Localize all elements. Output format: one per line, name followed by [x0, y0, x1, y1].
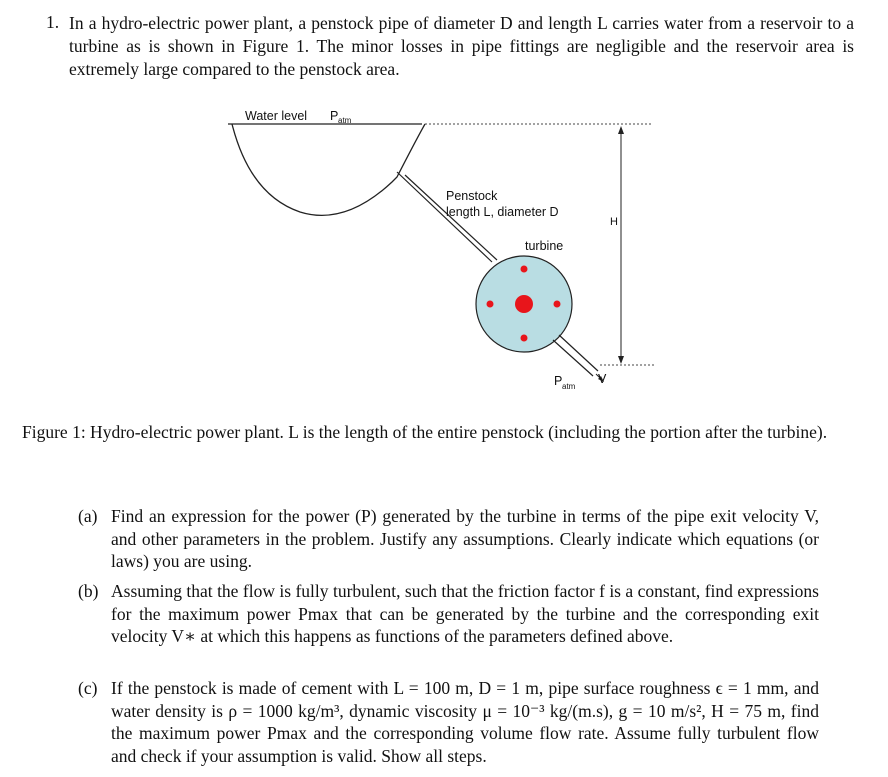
penstock-label-line1: Penstock [446, 189, 498, 203]
reservoir-basin [232, 124, 425, 215]
part-b-text: Assuming that the flow is fully turbulent, such that the friction factor f is a constant, find expressions for the maximum power Pmax that can be generated by the turbine and the corresponding exit velocity V∗ at which this happens as functions of the parameters defined above. [111, 581, 819, 646]
velocity-label: V [598, 372, 607, 386]
part-a-label: (a) [78, 506, 98, 526]
figure-caption: Figure 1: Hydro-electric power plant. L is the length of the entire penstock (including the portion after the turbine). [22, 422, 828, 442]
penstock-lower-wall-2 [559, 335, 598, 371]
part-c-label: (c) [78, 678, 98, 698]
water-level-label: Water level [245, 109, 308, 123]
turbine-dot-right [554, 301, 561, 308]
turbine-center-dot [515, 295, 533, 313]
turbine-dot-left [487, 301, 494, 308]
turbine-label: turbine [525, 239, 564, 253]
part-c-text: If the penstock is made of cement with L = 100 m, D = 1 m, pipe surface roughness ϵ = 1 mm, and water density is ρ = 1000 kg/m³, dynamic viscosity μ = 10⁻³ kg/(m.s), g = 10 m/s², H = 75 m, find the maximum power Pmax and the corresponding volume flow rate. Assume fully turbulent flow and check if your assumption is valid. Show all steps. [111, 678, 819, 766]
patm-bottom-label: P [554, 374, 563, 388]
turbine-dot-top [521, 266, 528, 273]
part-b-label: (b) [78, 581, 99, 601]
penstock-label-line2: length L, diameter D [446, 205, 559, 219]
question-number: 1. [46, 12, 60, 32]
height-arrow-top [618, 126, 624, 134]
height-arrow-bottom [618, 356, 624, 364]
height-label: H [610, 216, 618, 228]
question-intro: In a hydro-electric power plant, a penstock pipe of diameter D and length L carries water from a reservoir to a turbine as is shown in Figure 1. The minor losses in pipe fittings are negligible and the reservoir area is extremely large compared to the penstock area. [69, 13, 854, 79]
patm-top-subscript: atm [338, 116, 352, 125]
patm-top-label: P [330, 109, 339, 123]
turbine-dot-bottom [521, 335, 528, 342]
penstock-lower-wall-1 [553, 340, 593, 376]
patm-bottom-subscript: atm [562, 382, 576, 391]
part-a-text: Find an expression for the power (P) generated by the turbine in terms of the pipe exit velocity V, and other parameters in the problem. Justify any assumptions. Clearly indicate which equations (or laws) you are using. [111, 506, 819, 571]
